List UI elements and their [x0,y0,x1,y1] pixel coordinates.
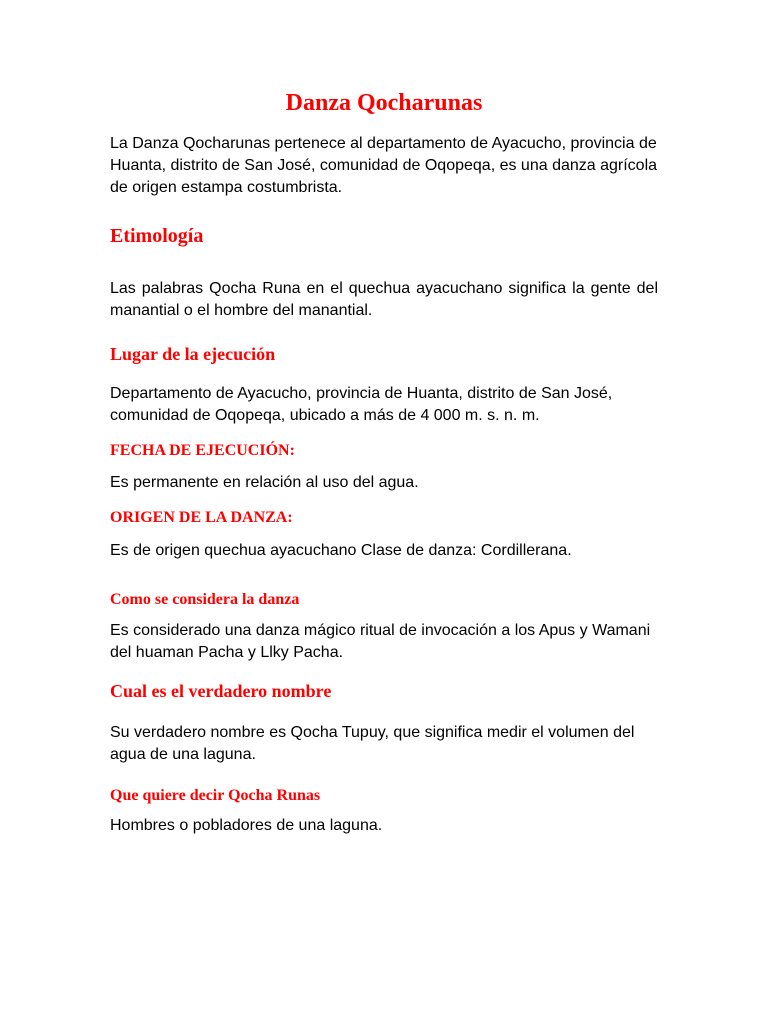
heading-fecha-ejecucion: FECHA DE EJECUCIÓN: [110,442,295,459]
document-title: Danza Qocharunas [285,90,483,116]
heading-que-quiere-decir: Que quiere decir Qocha Runas [110,787,321,804]
intro-paragraph: La Danza Qocharunas pertenece al departamento de Ayacucho, provincia de Huanta, distrito de San José, comunidad de Oqopeqa, es una danza agrícola de origen estampa costumbrista. [110,135,658,196]
paragraph-lugar-ejecucion: Departamento de Ayacucho, provincia de Huanta, distrito de San José, comunidad de Oqopeqa, ubicado a más de 4 000 m. s. n. m. [110,385,613,424]
heading-verdadero-nombre: Cual es el verdadero nombre [110,681,332,701]
paragraph-etimologia: Las palabras Qocha Runa en el quechua ayacuchano significa la gente del manantial o el hombre del manantial. [110,280,658,319]
heading-etimologia: Etimología [110,225,204,247]
heading-origen-danza: ORIGEN DE LA DANZA: [110,509,293,526]
paragraph-verdadero-nombre: Su verdadero nombre es Qocha Tupuy, que significa medir el volumen del agua de una laguna. [110,724,635,763]
paragraph-fecha-ejecucion: Es permanente en relación al uso del agua. [110,474,419,491]
paragraph-origen-danza: Es de origen quechua ayacuchano Clase de danza: Cordillerana. [110,542,572,559]
heading-como-se-considera: Como se considera la danza [110,591,300,608]
heading-lugar-ejecucion: Lugar de la ejecución [110,344,276,364]
paragraph-como-se-considera: Es considerado una danza mágico ritual de invocación a los Apus y Wamani del huaman Pacha y Llky Pacha. [110,622,651,661]
paragraph-que-quiere-decir: Hombres o pobladores de una laguna. [110,817,383,834]
